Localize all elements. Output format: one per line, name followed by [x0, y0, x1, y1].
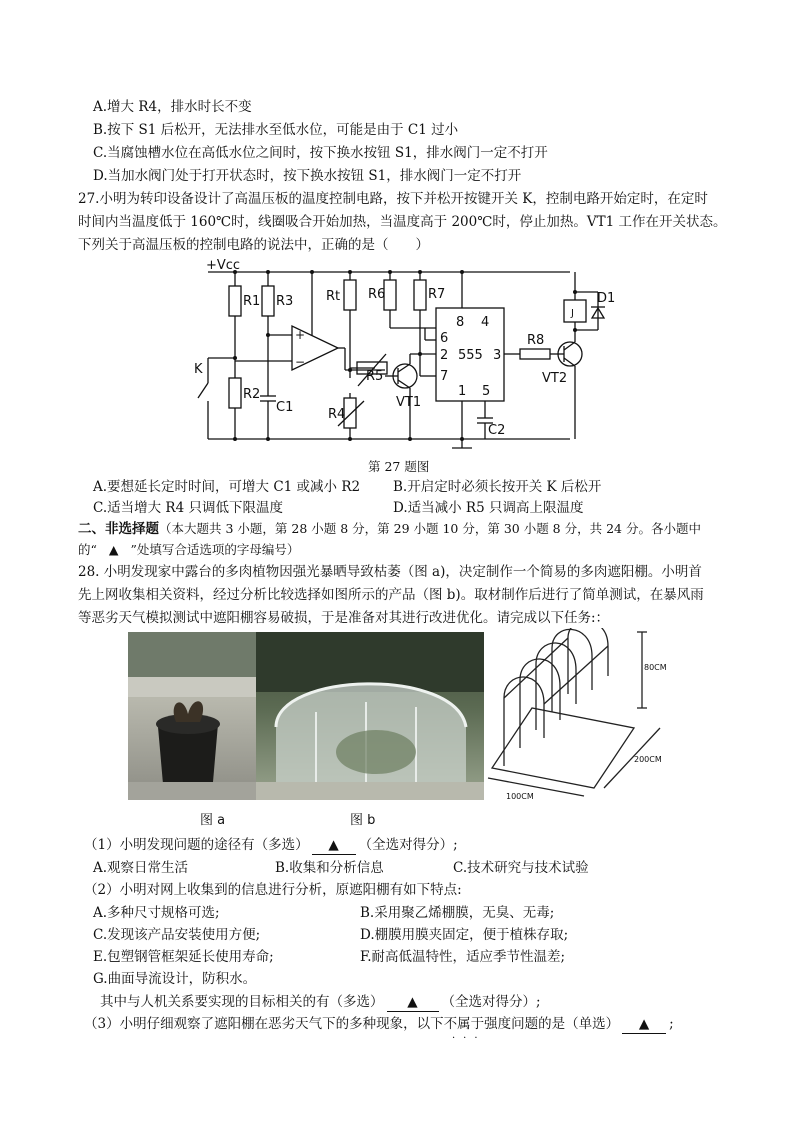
label-relay-j: J	[571, 308, 574, 319]
q27-option-c: C.适当增大 R4 只调低下限温度	[93, 500, 283, 516]
figure-b-photo	[256, 632, 484, 800]
label-vt1: VT1	[396, 395, 422, 410]
label-pin3: 3	[493, 348, 502, 363]
q28-part2-option-e: E.包塑钢管框架延长使用寿命;	[93, 949, 274, 965]
q27-option-d: D.适当减小 R5 只调高上限温度	[393, 500, 584, 516]
label-opamp-minus: −	[295, 355, 306, 369]
q27-circuit-diagram	[180, 258, 620, 453]
label-vcc: +Vcc	[206, 258, 241, 273]
q27-option-a: A.要想延长定时时间，可增大 C1 或减小 R2	[93, 479, 361, 495]
label-pin2: 2	[440, 348, 449, 363]
q28-part3-suffix: ;	[669, 1016, 674, 1032]
label-r8: R8	[527, 333, 545, 348]
q28-part2-question	[100, 993, 541, 1012]
q27-figure-caption: 第 27 题图	[368, 459, 430, 474]
q27-stem-line3: 下列关于高温压板的控制电路的说法中，正确的是（ ）	[78, 237, 429, 253]
q28-part1	[84, 836, 458, 855]
section2-header	[78, 520, 701, 538]
emphasis-dots: ···	[452, 1033, 486, 1044]
section2-title: 二、非选择题	[78, 521, 159, 537]
section2-note2-post: ”处填写合适选项的字母编号）	[130, 542, 300, 557]
q28-part2-option-b: B.采用聚乙烯棚膜，无臭、无毒;	[360, 905, 555, 921]
label-pin5: 5	[482, 384, 491, 399]
label-r6: R6	[368, 287, 386, 302]
label-r1: R1	[243, 294, 261, 309]
q28-part2-option-c: C.发现该产品安装使用方便;	[93, 927, 261, 943]
label-rt: Rt	[326, 289, 341, 304]
label-pin4: 4	[481, 315, 490, 330]
label-vt2: VT2	[542, 371, 568, 386]
q28-part3-answer-blank[interactable]: ▲	[622, 1015, 666, 1034]
label-pin7: 7	[440, 369, 449, 384]
label-c1: C1	[276, 400, 294, 415]
section2-note2-pre: 的“	[78, 542, 97, 557]
dim-width: 100CM	[506, 792, 534, 801]
section2-note: （本大题共 3 小题，第 28 小题 8 分，第 29 小题 10 分，第 30 小题 8 分，共 24 分。各小题中	[159, 521, 701, 536]
q28-stem-line3: 等恶劣天气模拟测试中遮阳棚容易破损，于是准备对其进行改进优化。请完成以下任务:：	[78, 610, 610, 626]
section2-note-line2	[78, 541, 299, 559]
q26-option-b: B.按下 S1 后松开，无法排水至低水位，可能是由于 C1 过小	[93, 122, 459, 138]
label-pin6: 6	[440, 331, 449, 346]
frame-dimension-diagram	[484, 628, 674, 803]
q28-part2-question-suffix: （全选对得分）;	[441, 994, 541, 1010]
q28-part2-question-text: 其中与人机关系要实现的目标相关的有（多选）	[100, 994, 384, 1010]
q28-part1-answer-blank[interactable]: ▲	[312, 836, 356, 855]
label-ic-555: 555	[458, 348, 483, 363]
q28-part3	[84, 1015, 674, 1034]
q26-option-c: C.当腐蚀槽水位在高低水位之间时，按下换水按钮 S1，排水阀门一定不打开	[93, 145, 548, 161]
label-r7: R7	[428, 287, 446, 302]
q27-stem-line2: 时间内当温度低于 160℃时，线圈吸合开始加热，当温度高于 200℃时，停止加热。VT1 工作在开关状态。	[78, 214, 727, 230]
q28-part1-option-c: C.技术研究与技术试验	[453, 860, 589, 876]
q28-part2-option-f: F.耐高低温特性，适应季节性温差;	[360, 949, 566, 965]
figure-b-caption: 图 b	[350, 813, 376, 828]
q28-part1-text: （1）小明发现问题的途径有（多选）	[84, 837, 309, 853]
label-r3: R3	[276, 294, 294, 309]
label-d1: D1	[597, 291, 616, 306]
q26-option-d: D.当加水阀门处于打开状态时，按下换水按钮 S1，排水阀门一定不打开	[93, 168, 522, 184]
label-r5: R5	[366, 369, 384, 384]
q28-part3-text: （3）小明仔细观察了遮阳棚在恶劣天气下的多种现象，以下不属于强度问题的是（单选）	[84, 1016, 620, 1032]
dim-length: 200CM	[634, 755, 662, 764]
label-k: K	[194, 362, 203, 377]
q27-stem-line1: 27.小明为转印设备设计了高温压板的温度控制电路，按下并松开按键开关 K，控制电路开始定时，在定时	[78, 191, 708, 207]
q28-part2-option-a: A.多种尺寸规格可选;	[93, 905, 220, 921]
section2-note2-mark: ▲	[108, 542, 119, 557]
label-opamp-plus: +	[295, 328, 306, 342]
q28-part2-option-g: G.曲面导流设计，防积水。	[93, 971, 257, 987]
q28-part2-answer-blank[interactable]: ▲	[387, 993, 439, 1012]
q27-option-b: B.开启定时必须长按开关 K 后松开	[393, 479, 602, 495]
q28-part2-option-d: D.棚膜用膜夹固定，便于植株存取;	[360, 927, 569, 943]
label-pin1: 1	[458, 384, 467, 399]
q28-part2-stem: （2）小明对网上收集到的信息进行分析，原遮阳棚有如下特点:	[84, 882, 462, 898]
q28-stem-line2: 先上网收集相关资料，经过分析比较选择如图所示的产品（图 b)。取材制作后进行了简单测试，在暴风雨	[78, 587, 704, 603]
figure-a-caption: 图 a	[200, 813, 226, 828]
q28-stem-line1: 28. 小明发现家中露台的多肉植物因强光暴晒导致枯萎（图 a)，决定制作一个简易的多肉遮阳棚。小明首	[78, 564, 702, 580]
label-r4: R4	[328, 407, 346, 422]
q28-part1-option-a: A.观察日常生活	[93, 860, 189, 876]
label-c2: C2	[488, 423, 506, 438]
q28-part1-suffix: （全选对得分）;	[358, 837, 458, 853]
label-pin8: 8	[456, 315, 465, 330]
figure-a-photo	[128, 632, 256, 800]
q28-part1-option-b: B.收集和分析信息	[275, 860, 384, 876]
q26-option-a: A.增大 R4，排水时长不变	[93, 99, 252, 115]
dim-height: 80CM	[644, 663, 667, 672]
label-r2: R2	[243, 387, 261, 402]
